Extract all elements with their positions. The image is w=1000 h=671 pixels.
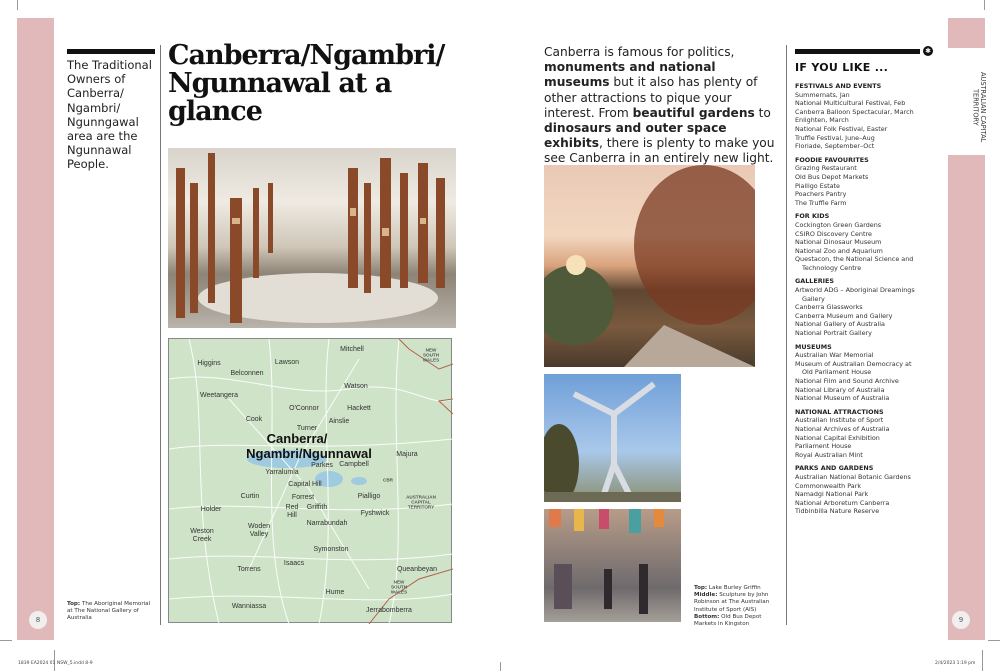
page-number-right: 9 bbox=[952, 611, 970, 629]
list-item: The Truffle Farm bbox=[795, 198, 847, 207]
category-section bbox=[795, 82, 945, 151]
list-item: Technology Centre bbox=[802, 263, 862, 272]
map-label: Isaacs bbox=[283, 560, 305, 567]
column-divider bbox=[786, 45, 787, 625]
intro-highlight: dinosaurs and outer space exhibits bbox=[544, 121, 727, 151]
list-item: National Gallery of Australia bbox=[795, 320, 885, 329]
map-label: Torrens bbox=[237, 566, 261, 573]
caption-label: Bottom: bbox=[694, 613, 720, 620]
list-item: CSIRO Discovery Centre bbox=[795, 229, 872, 238]
list-item: Old Bus Depot Markets bbox=[795, 172, 869, 181]
list-item: Questacon, the National Science and bbox=[795, 255, 914, 264]
map-label: Cook bbox=[245, 416, 263, 423]
map-label: Jerrabomberra bbox=[366, 607, 412, 614]
list-item: Australian National Botanic Gardens bbox=[795, 472, 911, 481]
list-item: Grazing Restaurant bbox=[795, 164, 857, 173]
category-title: MUSEUMS bbox=[795, 342, 832, 351]
list-item: Canberra Museum and Gallery bbox=[795, 311, 893, 320]
memorial-poles-illustration bbox=[168, 148, 456, 328]
crop-mark bbox=[988, 640, 1000, 641]
category-section bbox=[795, 408, 945, 460]
map-label: Pialligo bbox=[357, 493, 381, 500]
right-side-tab bbox=[948, 155, 985, 640]
list-item: Parliament House bbox=[795, 442, 852, 451]
old-bus-depot-markets-photo bbox=[544, 509, 681, 622]
map-label: Parkes bbox=[311, 462, 333, 469]
category-title: FOR KIDS bbox=[795, 212, 830, 221]
map-label: Yarralumla bbox=[265, 469, 299, 476]
list-item: National Zoo and Aquarium bbox=[795, 246, 883, 255]
crop-mark bbox=[0, 640, 12, 641]
list-item: National Library of Australia bbox=[795, 385, 885, 394]
if-you-like-panel bbox=[795, 61, 945, 521]
map-label: Weetangera bbox=[199, 392, 239, 399]
traditional-owners-text: The Traditional Owners of Canberra/ Ngambri/ Ngunngawal area are the Ngunnawal People. bbox=[67, 58, 152, 172]
list-item: Pialligo Estate bbox=[795, 181, 840, 190]
airport-label: CBR bbox=[383, 477, 393, 483]
category-title: PARKS AND GARDENS bbox=[795, 464, 874, 473]
map-label: Capital Hill bbox=[288, 481, 322, 488]
page-title: Canberra/Ngambri/ Ngunnawal at a glance bbox=[168, 40, 445, 127]
list-item: National Multicultural Festival, Feb bbox=[795, 99, 906, 108]
map-label: AUSTRALIAN CAPITAL TERRITORY bbox=[406, 494, 436, 510]
list-item: Canberra Glassworks bbox=[795, 303, 863, 312]
list-item: Museum of Australian Democracy at bbox=[795, 359, 912, 368]
column-divider bbox=[160, 45, 161, 625]
map-city-label: Canberra/ bbox=[266, 431, 328, 446]
crop-mark bbox=[984, 0, 985, 10]
category-section bbox=[795, 156, 945, 208]
list-item: National Archives of Australia bbox=[795, 424, 890, 433]
file-slug: 1839 EA2024 01 NSW_5.indd 8-9 bbox=[18, 661, 93, 666]
list-item: National Folk Festival, Easter bbox=[795, 124, 888, 133]
right-side-tab-top bbox=[948, 18, 985, 48]
list-item: National Portrait Gallery bbox=[795, 329, 872, 338]
map-label: Narrabundah bbox=[306, 520, 348, 527]
page-number-left: 8 bbox=[29, 611, 47, 629]
star-badge-icon: ✱ bbox=[923, 46, 933, 56]
list-item: National Dinosaur Museum bbox=[795, 238, 882, 247]
category-title: FOODIE FAVOURITES bbox=[795, 155, 869, 164]
list-item: National Film and Sound Archive bbox=[795, 377, 899, 385]
section-tab-label: AUSTRALIAN CAPITAL TERRITORY bbox=[971, 72, 987, 143]
list-item: National Capital Exhibition bbox=[795, 433, 880, 442]
category-title: GALLERIES bbox=[795, 277, 834, 286]
map-label: Turner bbox=[296, 425, 318, 432]
map-label: Lawson bbox=[274, 359, 300, 366]
list-item: Poachers Pantry bbox=[795, 190, 847, 199]
caption-text: Lake Burley Griffin bbox=[707, 585, 761, 591]
category-title: NATIONAL ATTRACTIONS bbox=[795, 407, 884, 416]
market-illustration bbox=[544, 509, 681, 622]
intro-text: to bbox=[754, 105, 771, 120]
category-section bbox=[795, 343, 945, 403]
map-label: Belconnen bbox=[230, 370, 264, 377]
list-item: National Arboretum Canberra bbox=[795, 498, 890, 507]
map-label: Ainslie bbox=[328, 418, 350, 425]
map-label: Hume bbox=[325, 589, 345, 596]
crop-mark bbox=[500, 662, 501, 671]
map-label: Griffith bbox=[306, 504, 328, 511]
map-label: Fyshwick bbox=[360, 510, 390, 517]
caption-text: The Aboriginal Memorial at The National Gallery of Australia bbox=[67, 601, 151, 622]
map-label: NEW SOUTH WALES bbox=[390, 579, 408, 595]
caption-label: Top: bbox=[67, 601, 81, 607]
left-side-tab bbox=[17, 18, 54, 640]
category-section bbox=[795, 464, 945, 516]
list-item: Gallery bbox=[802, 294, 825, 303]
autumn-trees-illustration bbox=[544, 165, 755, 367]
list-item: Commonwealth Park bbox=[795, 481, 862, 490]
map-label: Queanbeyan bbox=[396, 566, 438, 573]
map-label: Symonston bbox=[313, 546, 349, 553]
caption-text: Old Bus Depot Markets in Kingston bbox=[694, 613, 762, 628]
intro-rule bbox=[67, 49, 155, 54]
list-item: Tidbinbilla Nature Reserve bbox=[795, 507, 880, 516]
list-item: Artworld ADG – Aboriginal Dreamings bbox=[795, 286, 915, 295]
ais-sculpture-photo bbox=[544, 374, 681, 502]
map-label: Woden Valley bbox=[247, 523, 271, 538]
map-label: Mitchell bbox=[340, 346, 364, 353]
list-item: Summernats, Jan bbox=[795, 90, 850, 99]
category-title: FESTIVALS AND EVENTS bbox=[795, 82, 882, 90]
map-label: Watson bbox=[344, 383, 368, 390]
caption-label: Middle: bbox=[694, 592, 718, 599]
list-item: Royal Australian Mint bbox=[795, 450, 863, 459]
intro-text: Canberra is famous for politics, bbox=[544, 45, 735, 59]
map-label: Higgins bbox=[197, 360, 221, 367]
list-item: Truffle Festival, June–Aug bbox=[795, 133, 875, 142]
intro-highlight: monuments and national museums bbox=[544, 60, 716, 90]
sculpture-illustration bbox=[544, 374, 681, 502]
list-item: Old Parliament House bbox=[802, 368, 872, 377]
right-photo-caption bbox=[694, 585, 782, 628]
map-label: Weston Creek bbox=[190, 528, 214, 543]
date-slug: 2/4/2023 1:19 pm bbox=[935, 661, 976, 666]
caption-text: Sculpture by John Robinson at The Australian Institute of Sport (AIS) bbox=[694, 592, 770, 613]
map-label: Curtin bbox=[240, 493, 260, 500]
map-label: Campbell bbox=[339, 461, 369, 468]
map-label: NEW SOUTH WALES bbox=[422, 347, 440, 363]
canberra-map bbox=[168, 338, 452, 623]
caption-label: Top: bbox=[694, 585, 708, 591]
map-label: Red Hill bbox=[285, 504, 299, 519]
lake-burley-griffin-photo bbox=[544, 165, 755, 367]
map-label: O'Connor bbox=[289, 405, 319, 412]
map-label: Forrest bbox=[291, 494, 315, 501]
map-label: Wanniassa bbox=[231, 603, 267, 610]
list-item: Australian Institute of Sport bbox=[795, 416, 884, 425]
category-section bbox=[795, 212, 945, 272]
left-photo-caption bbox=[67, 601, 155, 623]
intro-text: but it also has plenty of other attractions to pique your interest. From bbox=[544, 75, 758, 120]
map-label: Holder bbox=[200, 506, 222, 513]
intro-paragraph bbox=[544, 45, 780, 167]
list-item: Enlighten, March bbox=[795, 116, 849, 125]
list-item: National Museum of Australia bbox=[795, 394, 890, 403]
list-item: Namadgi National Park bbox=[795, 490, 869, 499]
map-city-label: Ngambri/Ngunnawal bbox=[246, 446, 372, 461]
crop-mark bbox=[17, 0, 18, 10]
list-item: Floriade, September–Oct bbox=[795, 142, 875, 151]
list-item: Cockington Green Gardens bbox=[795, 220, 882, 229]
list-item: Australian War Memorial bbox=[795, 351, 874, 360]
aboriginal-memorial-photo bbox=[168, 148, 456, 328]
intro-highlight: beautiful gardens bbox=[632, 105, 755, 120]
intro-text: , there is plenty to make you see Canberra in an entirely new light. bbox=[544, 136, 775, 166]
map-label: Majura bbox=[396, 451, 418, 458]
map-label: Hackett bbox=[347, 405, 371, 412]
category-section bbox=[795, 277, 945, 337]
if-you-like-heading: IF YOU LIKE ... bbox=[795, 61, 889, 74]
crop-mark bbox=[982, 650, 983, 671]
sidebar-rule bbox=[795, 49, 920, 54]
list-item: Canberra Balloon Spectacular, March bbox=[795, 107, 914, 116]
